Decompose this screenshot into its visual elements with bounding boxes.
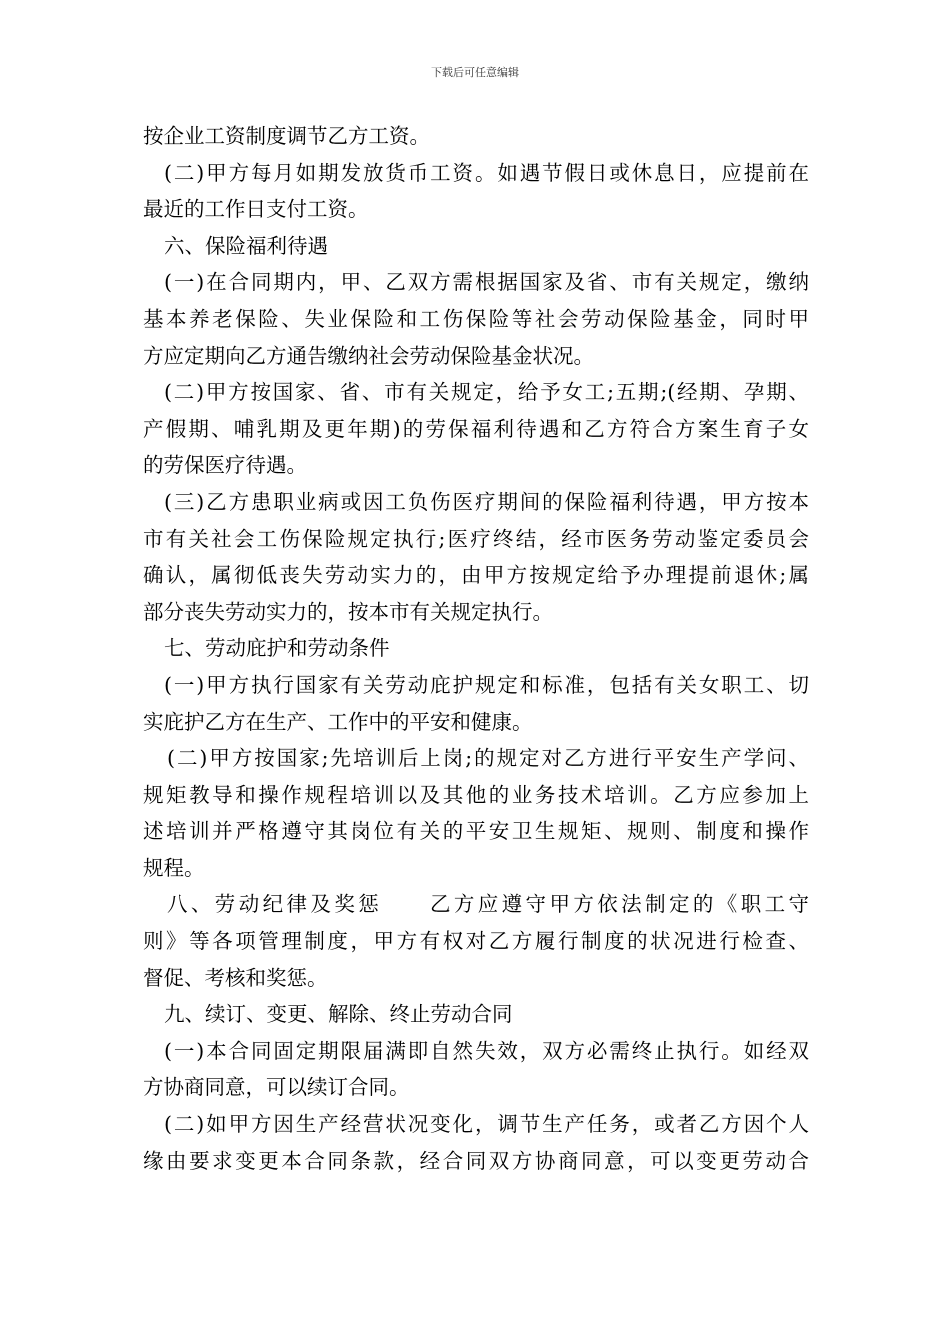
text-line: 规矩教导和操作规程培训以及其他的业务技术培训。乙方应参加上 (143, 782, 809, 807)
section-heading: 七、劳动庇护和劳动条件 (164, 636, 390, 661)
text-line: 按企业工资制度调节乙方工资。 (143, 124, 430, 148)
page-header: 下载后可任意编辑 (431, 66, 519, 79)
text-line: 基本养老保险、失业保险和工伤保险等社会劳动保险基金，同时甲 (143, 306, 809, 331)
text-line: 最近的工作日支付工资。 (143, 197, 369, 222)
text-line: 市有关社会工伤保险规定执行;医疗终结，经市医务劳动鉴定委员会 (143, 526, 809, 551)
text-line: 方协商同意，可以续订合同。 (143, 1075, 410, 1100)
text-line: 方应定期向乙方通告缴纳社会劳动保险基金状况。 (143, 343, 594, 368)
text-line: 部分丧失劳动实力的，按本市有关规定执行。 (143, 599, 553, 624)
text-line: (一)本合同固定期限届满即自然失效，双方必需终止执行。如经双 (164, 1038, 809, 1063)
document-body (143, 118, 809, 1179)
text-line: 确认，属彻低丧失劳动实力的，由甲方按规定给予办理提前退休;属 (143, 563, 809, 588)
text-line: (二)如甲方因生产经营状况变化，调节生产任务，或者乙方因个人 (164, 1112, 809, 1137)
text-line: 的劳保医疗待遇。 (143, 453, 307, 478)
text-line: (三)乙方患职业病或因工负伤医疗期间的保险福利待遇，甲方按本 (164, 489, 809, 514)
section-heading: 八、劳动纪律及奖惩 乙方应遵守甲方依法制定的《职工守 (167, 892, 809, 917)
text-line: (二)甲方按国家、省、市有关规定，给予女工;五期;(经期、孕期、 (164, 380, 809, 405)
text-line: 则》等各项管理制度，甲方有权对乙方履行制度的状况进行检查、 (143, 929, 809, 954)
section-heading: 六、保险福利待遇 (164, 233, 328, 258)
text-line: (一)在合同期内，甲、乙双方需根据国家及省、市有关规定，缴纳 (164, 270, 809, 295)
text-line: (二)甲方按国家;先培训后上岗;的规定对乙方进行平安生产学问、 (167, 746, 809, 771)
text-line: (二)甲方每月如期发放货币工资。如遇节假日或休息日，应提前在 (164, 160, 809, 185)
text-line: 述培训并严格遵守其岗位有关的平安卫生规矩、规则、制度和操作 (143, 819, 809, 844)
text-line: 规程。 (143, 855, 205, 880)
text-line: 缘由要求变更本合同条款，经合同双方协商同意，可以变更劳动合 (143, 1148, 809, 1173)
text-line: 督促、考核和奖惩。 (143, 965, 328, 990)
text-line: 实庇护乙方在生产、工作中的平安和健康。 (143, 709, 533, 734)
text-line: 产假期、哺乳期及更年期)的劳保福利待遇和乙方符合方案生育子女 (143, 416, 809, 441)
section-heading: 九、续订、变更、解除、终止劳动合同 (164, 1002, 513, 1027)
text-line: (一)甲方执行国家有关劳动庇护规定和标准，包括有关女职工、切 (164, 672, 809, 697)
